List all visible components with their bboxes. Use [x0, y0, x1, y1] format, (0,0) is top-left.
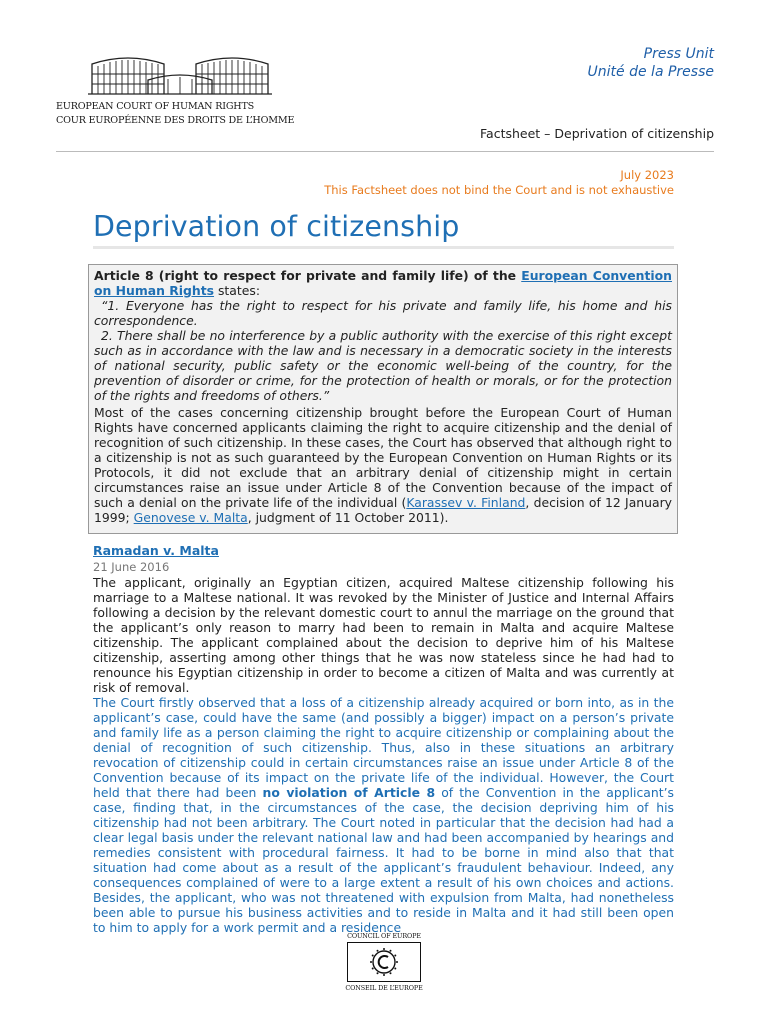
date-block — [324, 168, 674, 198]
article-8-box — [88, 264, 678, 534]
court-logo — [56, 50, 304, 128]
coe-emblem-icon — [347, 942, 421, 982]
press-unit-en: Press Unit — [643, 46, 714, 62]
genovese-link[interactable]: Genovese v. Malta — [133, 510, 248, 525]
intro-body-text: Most of the cases concerning citizenship brought before the European Court of Human Rights have concerned applicants claiming the right to acquire citizenship and the denial of recognition of such citizenship. In these cases, the Court has observed that although right to a citizenship is not as such guaranteed by the European Convention on Human Rights or its Protocols, it did not exclude that an arbitrary denial of citizenship might in certain circumstances raise an issue under Article 8 of the Convention because of the impact of such a denial on the private life of the individual ( — [94, 405, 672, 510]
case-holding — [93, 695, 674, 935]
article-intro: Article 8 (right to respect for private and family life) of the — [94, 268, 522, 283]
press-unit — [588, 45, 714, 81]
convention-link[interactable]: European Convention on Human Rights — [94, 268, 672, 298]
quote-paragraph-2: 2. There shall be no interference by a public authority with the exercise of this right except such as in accordance with the law and is necessary in a democratic society in the interests of national security, public safety or the economic well-being of the country, for the prevention of disorder or crime, for the protection of health or morals, or for the protection of the rights and freedoms of others.” — [94, 328, 672, 403]
factsheet-header-title: Factsheet – Deprivation of citizenship — [480, 126, 714, 141]
coe-name-fr: CONSEIL DE L’EUROPE — [345, 984, 423, 992]
quote-paragraph-1: “1. Everyone has the right to respect for his private and family life, his home and his correspondence. — [94, 298, 672, 328]
disclaimer: This Factsheet does not bind the Court and is not exhaustive — [324, 183, 674, 197]
court-name-fr: COUR EUROPÉENNE DES DROITS DE L’HOMME — [56, 115, 295, 126]
case-title-link[interactable]: Ramadan v. Malta — [93, 543, 219, 558]
page-title: Deprivation of citizenship — [93, 210, 460, 243]
title-underline — [93, 246, 674, 249]
article-intro-paragraph — [94, 268, 672, 298]
case-section — [93, 540, 674, 935]
holding-part-2: of the Convention in the applicant’s case, finding that, in the circumstances of the case, the decision depriving him of his citizenship had not been arbitrary. The Court noted in particular that the decision had had a clear legal basis under the relevant national law and had been accompanied by hearings and remedies consistent with procedural fairness. It had to be borne in mind also that that situation had come about as a result of the applicant’s fraudulent behaviour. Indeed, any consequences complained of were to a large extent a result of his own choices and actions. Besides, the applicant, who was not threatened with expulsion from Malta, had nonetheless been able to pursue his business activities and to reside in Malta and it had still been open to him to apply for a work permit and a residence — [93, 785, 674, 935]
council-of-europe-logo — [343, 932, 425, 992]
holding-verdict: no violation of Article 8 — [262, 785, 436, 800]
court-name-en: EUROPEAN COURT OF HUMAN RIGHTS — [56, 101, 255, 112]
factsheet-date: July 2023 — [620, 168, 674, 182]
genovese-detail: , judgment of 11 October 2011). — [247, 510, 449, 525]
karassev-detail: , decision of 12 January 1999; — [94, 495, 673, 525]
press-unit-fr: Unité de la Presse — [587, 64, 714, 80]
header-divider — [56, 151, 714, 152]
case-facts: The applicant, originally an Egyptian citizen, acquired Maltese citizenship following his marriage to a Maltese national. It was revoked by the Minister of Justice and Internal Affairs following a decision by the relevant domestic court to annul the marriage on the ground that the applicant’s only reason to marry had been to remain in Malta and acquire Maltese citizenship. The applicant complained about the decision to deprive him of his Maltese citizenship, asserting among other things that he was now stateless since he had had to renounce his Egyptian citizenship in order to become a citizen of Malta and was currently at risk of removal. — [93, 575, 674, 695]
karassev-link[interactable]: Karassev v. Finland — [406, 495, 526, 510]
court-building-icon — [88, 50, 272, 96]
holding-part-1: The Court firstly observed that a loss of a citizenship already acquired or born into, as in the applicant’s case, could have the same (and possibly a bigger) impact on a person’s private and family life as a person claiming the right to acquire citizenship or complaining about the denial of recognition of such citizenship. Thus, also in these situations an arbitrary revocation of citizenship could in certain circumstances raise an issue under Article 8 of the Convention because of its impact on the private life of the individual. However, the Court held that there had been — [93, 695, 674, 800]
case-date: 21 June 2016 — [93, 560, 170, 574]
intro-body-paragraph — [94, 405, 672, 525]
coe-name-en: COUNCIL OF EUROPE — [347, 932, 421, 940]
states-text: states: — [214, 283, 260, 298]
